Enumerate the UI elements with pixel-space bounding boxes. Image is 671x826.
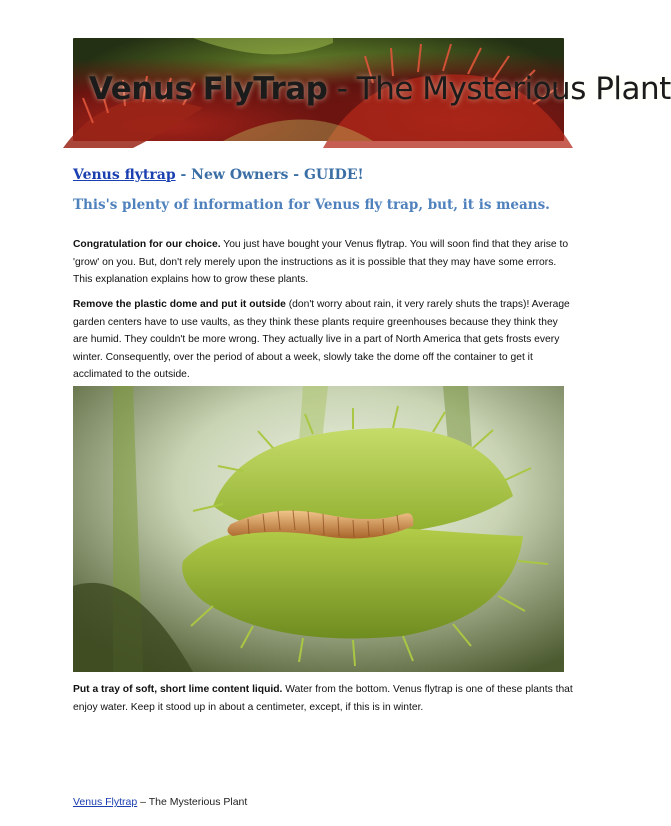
footer-rest: – The Mysterious Plant — [137, 796, 248, 808]
paragraph-water-tray — [73, 681, 573, 716]
footer-venus-flytrap-link[interactable]: Venus Flytrap — [73, 796, 138, 808]
paragraph-remove-dome — [73, 296, 573, 384]
page-title — [73, 167, 364, 183]
paragraph-body: Water from the bottom. Venus flytrap is one of these plants that enjoy water. Keep it stood up in about a centimeter, except, if this is in winter. — [73, 684, 573, 713]
page-subtitle: This's plenty of information for Venus fly trap, but, it is means. — [73, 197, 550, 213]
banner-title-bold: Venus FlyTrap — [89, 71, 328, 107]
paragraph-lead: Put a tray of soft, short lime content liquid. — [73, 684, 283, 695]
page-title-rest: - New Owners - GUIDE! — [175, 167, 364, 183]
paragraph-lead: Remove the plastic dome and put it outside — [73, 299, 286, 310]
flytrap-photo — [73, 386, 564, 672]
paragraph-lead: Congratulation for our choice. — [73, 239, 221, 250]
page-footer — [73, 796, 247, 808]
paragraph-body: You just have bought your Venus flytrap. You will soon find that they arise to 'grow' on you. But, don't rely merely upon the instructions as it is possible that they may have some errors. This explanation explains how to grow these plants. — [73, 239, 569, 285]
header-banner — [73, 38, 671, 141]
banner-title-rest: - The Mysterious Plant — [327, 71, 671, 107]
paragraph-body: (don't worry about rain, it very rarely shuts the traps)! Average garden centers have to use vaults, as they think these plants require greenhouses because they think they are humid. They couldn't be more wrong. They actually live in a part of North America that gets frosts every winter. Consequently, over the period of about a week, slowly take the dome off the container to get it acclimated to the outside. — [73, 299, 570, 380]
paragraph-congratulation — [73, 236, 573, 289]
flytrap-with-mealworm-illustration — [73, 386, 564, 672]
banner-title — [89, 71, 671, 107]
venus-flytrap-link[interactable]: Venus flytrap — [73, 167, 176, 183]
